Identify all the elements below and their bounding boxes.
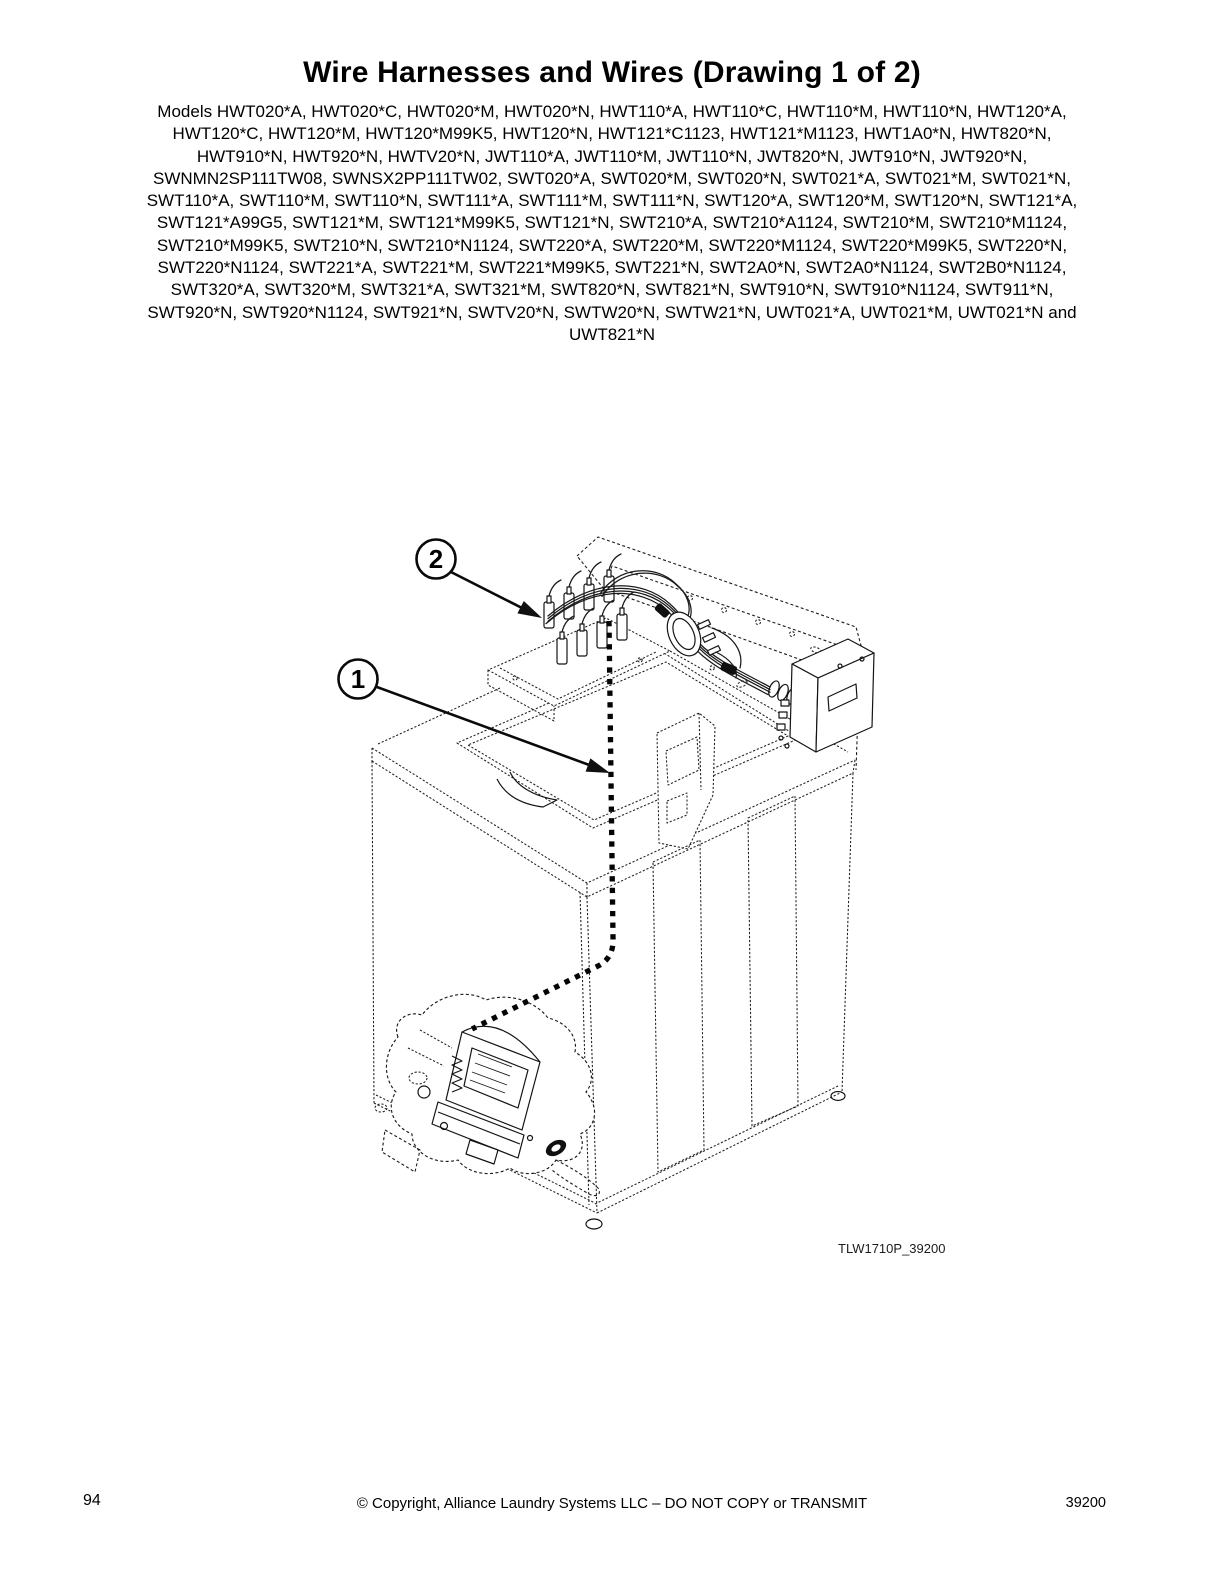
figure-code: TLW1710P_39200 <box>838 1241 946 1256</box>
callout-2-label: 2 <box>428 544 444 574</box>
callout-2 <box>417 540 543 619</box>
callout-2-arrowhead <box>517 601 542 618</box>
model-line: HWT910*N, HWT920*N, HWTV20*N, JWT110*A, JWT110*M, JWT110*N, JWT820*N, JWT910*N, JWT920*N, <box>196 146 1028 166</box>
model-line: UWT821*N <box>569 324 655 344</box>
callout-1-arrowhead <box>586 758 610 773</box>
model-line: SWT920*N, SWT920*N1124, SWT921*N, SWTV20*N, SWTW20*N, SWTW21*N, UWT021*A, UWT021*M, UWT021*N and <box>147 302 1077 322</box>
footer-copyright-notice: © Copyright, Alliance Laundry Systems LLC – DO NOT COPY or TRANSMIT <box>356 1495 868 1512</box>
model-line: SWT110*A, SWT110*M, SWT110*N, SWT111*A, SWT111*M, SWT111*N, SWT120*A, SWT120*M, SWT120*N, SWT121*A, <box>146 191 1078 211</box>
footer-page-number: 94 <box>83 1492 101 1509</box>
footer-document-number: 39200 <box>1065 1495 1106 1511</box>
side-panel-insets <box>653 796 798 1172</box>
model-line: SWT320*A, SWT320*M, SWT321*A, SWT321*M, SWT820*N, SWT821*N, SWT910*N, SWT910*N1124, SWT911*N, <box>170 280 1054 300</box>
model-line: SWT210*M99K5, SWT210*N, SWT210*N1124, SWT220*A, SWT220*M, SWT220*M1124, SWT220*M99K5, SWT220*N, <box>156 235 1068 255</box>
model-line: SWT220*N1124, SWT221*A, SWT221*M, SWT221*M99K5, SWT221*N, SWT2A0*N, SWT2A0*N1124, SWT2B0*N1124, <box>157 258 1067 278</box>
model-line: SWT121*A99G5, SWT121*M, SWT121*M99K5, SWT121*N, SWT210*A, SWT210*A1124, SWT210*M, SWT210*M1124, <box>156 213 1068 233</box>
model-line: SWNMN2SP111TW08, SWNSX2PP111TW02, SWT020*A, SWT020*M, SWT020*N, SWT021*A, SWT021*M, SWT021*N, <box>153 168 1071 188</box>
model-line: HWT120*C, HWT120*M, HWT120*M99K5, HWT120*N, HWT121*C1123, HWT121*M1123, HWT1A0*N, HWT820*N, <box>172 124 1052 144</box>
callout-1-label: 1 <box>350 664 366 694</box>
page-title: Wire Harnesses and Wires (Drawing 1 of 2) <box>303 56 921 89</box>
motor-pump-assembly <box>382 994 599 1195</box>
model-line: Models HWT020*A, HWT020*C, HWT020*M, HWT020*N, HWT110*A, HWT110*C, HWT110*M, HWT110*N, HWT120*A, <box>157 102 1067 121</box>
